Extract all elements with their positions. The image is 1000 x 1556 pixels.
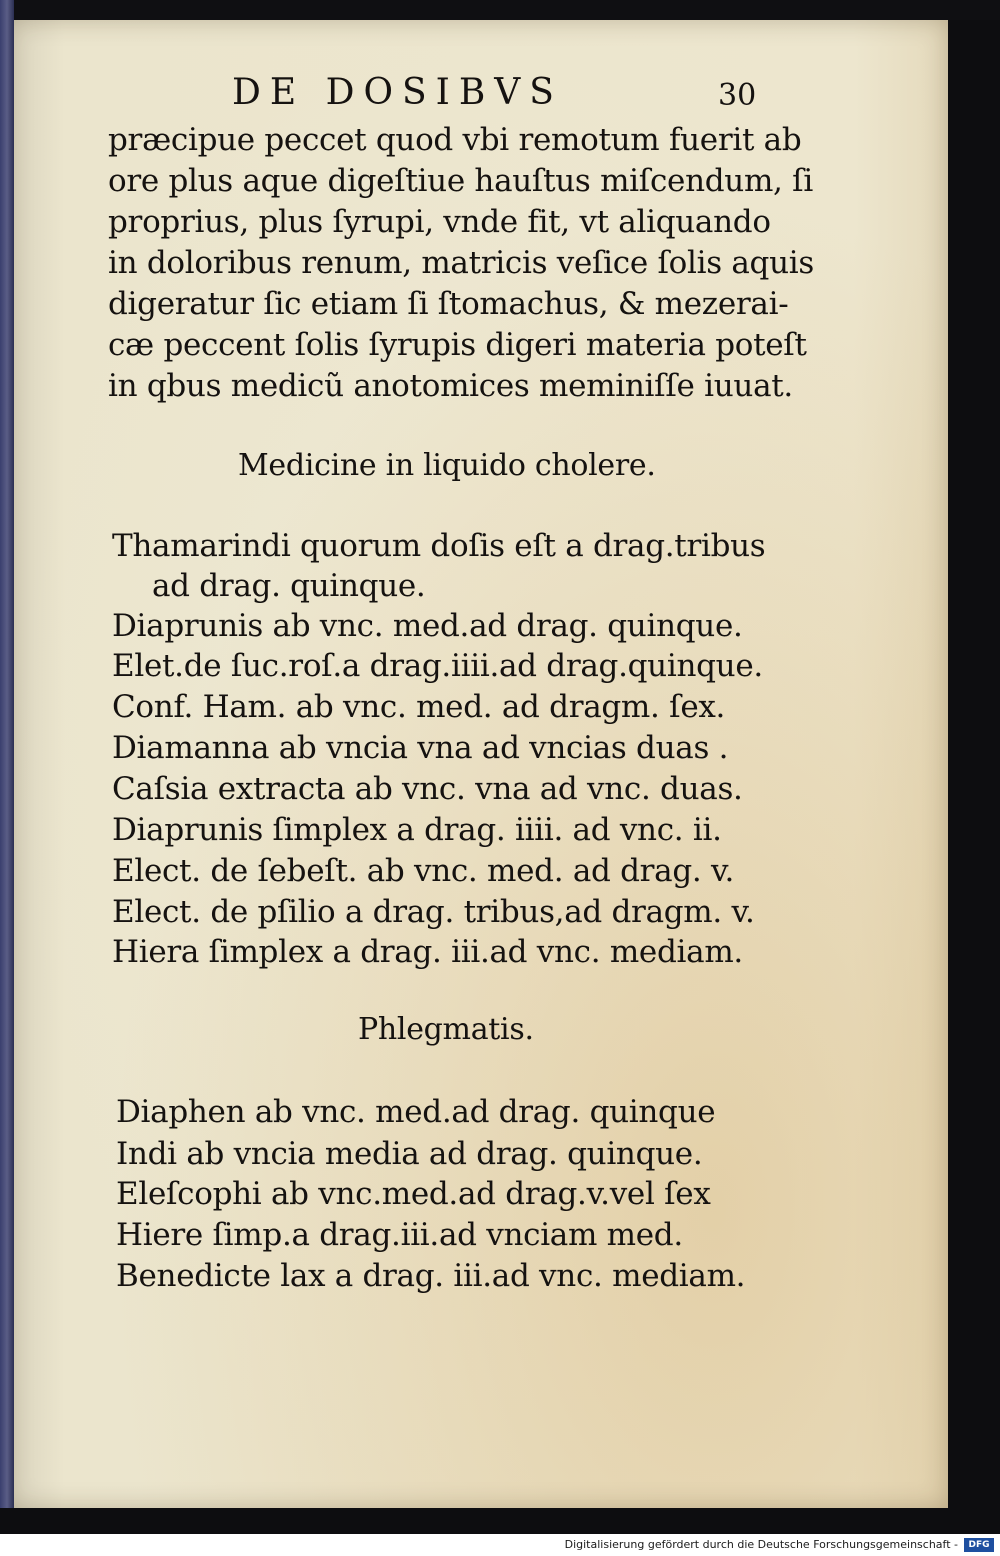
body-line: proprius, plus ſyrupi, vnde fit, vt aliquando — [108, 204, 771, 240]
section-heading-phlegmatis: Phlegmatis. — [358, 1012, 534, 1047]
section-heading-cholere: Medicine in liquido cholere. — [238, 448, 656, 483]
recipe-line: Diaprunis ab vnc. med.ad drag. quinque. — [112, 608, 743, 644]
recipe-line: Caſsia extracta ab vnc. vna ad vnc. duas. — [112, 771, 743, 807]
running-header: DE DOSIBVS — [232, 72, 563, 113]
body-line: cæ peccent ſolis ſyrupis digeri materia poteſt — [108, 327, 807, 363]
recipe-line: Indi ab vncia media ad drag. quinque. — [116, 1136, 703, 1172]
body-line: ore plus aque digeſtiue hauſtus miſcendum, ſi — [108, 163, 813, 199]
footer-credit: Digitalisierung gefördert durch die Deutsche Forschungsgemeinschaft - — [564, 1538, 958, 1551]
recipe-line: Hiera ſimplex a drag. iii.ad vnc. mediam. — [112, 934, 743, 970]
recipe-line: Hiere ſimp.a drag.iii.ad vnciam med. — [116, 1217, 683, 1253]
recipe-line: Diaphen ab vnc. med.ad drag. quinque — [116, 1094, 716, 1130]
body-line: in doloribus renum, matricis veſice ſolis aquis — [108, 245, 814, 281]
dfg-logo-icon: DFG — [964, 1538, 994, 1552]
scan-top-border — [0, 0, 1000, 20]
recipe-line: Eleſcophi ab vnc.med.ad drag.v.vel ſex — [116, 1176, 711, 1212]
recipe-line: ad drag. quinque. — [152, 568, 426, 604]
recipe-line: Conf. Ham. ab vnc. med. ad dragm. ſex. — [112, 689, 726, 725]
recipe-line: Elect. de ſebeſt. ab vnc. med. ad drag. v. — [112, 853, 735, 889]
page-number: 30 — [718, 78, 757, 113]
body-line: præcipue peccet quod vbi remotum fuerit ab — [108, 122, 802, 158]
recipe-line: Elet.de ſuc.roſ.a drag.iiii.ad drag.quinque. — [112, 648, 763, 684]
recipe-line: Diaprunis ſimplex a drag. iiii. ad vnc. ii. — [112, 812, 722, 848]
body-line: digeratur ſic etiam ſi ſtomachus, & mezerai- — [108, 286, 789, 322]
body-line: in qbus medicũ anotomices meminiſſe iuuat. — [108, 368, 793, 404]
book-spine-edge — [0, 0, 14, 1508]
recipe-line: Diamanna ab vncia vna ad vncias duas . — [112, 730, 729, 766]
recipe-line: Benedicte lax a drag. iii.ad vnc. mediam. — [116, 1258, 746, 1294]
recipe-line: Thamarindi quorum doſis eſt a drag.tribus — [112, 528, 766, 564]
digitization-footer — [0, 1534, 1000, 1556]
recipe-line: Elect. de pſilio a drag. tribus,ad dragm. v. — [112, 894, 755, 930]
